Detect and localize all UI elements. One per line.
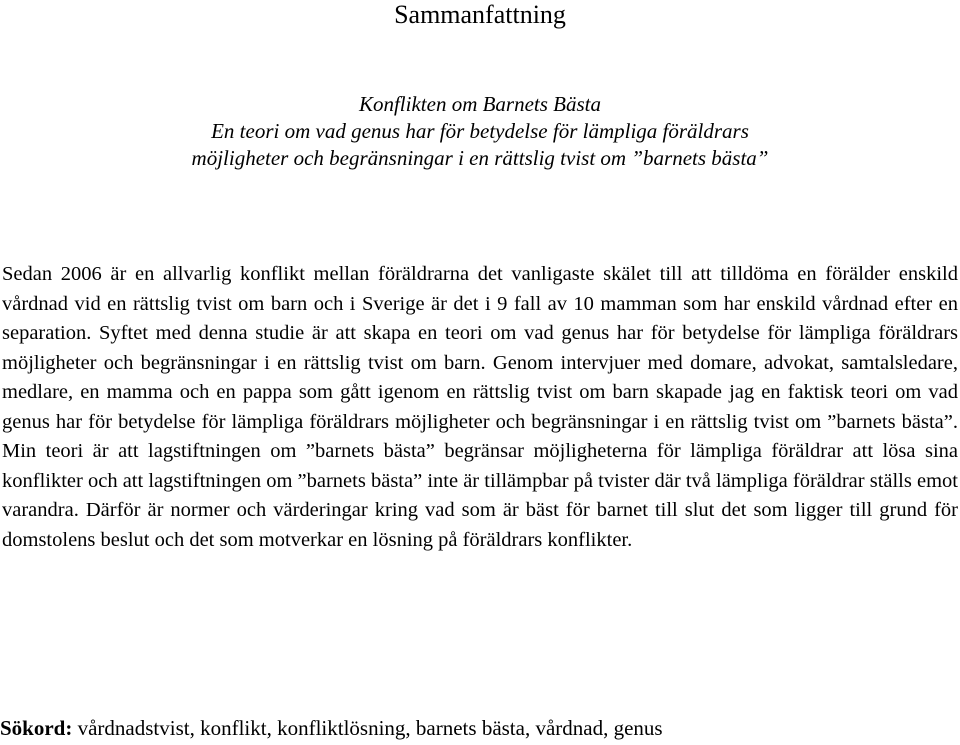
page-title: Sammanfattning [394,0,566,29]
keywords-label: Sökord: [0,716,73,740]
subtitle-line-3: möjligheter och begränsningar i en rättslig tvist om ”barnets bästa” [191,146,769,170]
keywords-list: vårdnadstvist, konflikt, konfliktlösning, barnets bästa, vårdnad, genus [72,716,663,740]
subtitle-line-1: Konflikten om Barnets Bästa [358,92,602,116]
keywords-line [0,713,958,743]
abstract-paragraph: Sedan 2006 är en allvarlig konflikt mellan föräldrarna det vanligaste skälet till att tilldöma en förälder enskild vårdnad vid en rättslig tvist om barn och i Sverige är det i 9 fall av 10 mamman som har enskild vårdnad efter en separation. Syftet med denna studie är att skapa en teori om vad genus har för betydelse för lämpliga föräldrars möjligheter och begränsningar i en rättslig tvist om barn. Genom intervjuer med domare, advokat, samtalsledare, medlare, en mamma och en pappa som gått igenom en rättslig tvist om barn skapade jag en faktisk teori om vad genus har för betydelse för lämpliga föräldrars möjligheter och begränsningar i en rättslig tvist om ”barnets bästa”. Min teori är att lagstiftningen om ”barnets bästa” begränsar möjligheterna för lämpliga föräldrar att lösa sina konflikter och att lagstiftningen om ”barnets bästa” inte är tillämpbar på tvister där två lämpliga föräldrar ställs emot varandra. Därför är normer och värderingar kring vad som är bäst för barnet till slut det som ligger till grund för domstolens beslut och det som motverkar en lösning på föräldrars konflikter. [2,263,958,551]
subtitle-block [0,91,960,172]
subtitle-line-2: En teori om vad genus har för betydelse för lämpliga föräldrars [211,119,749,143]
